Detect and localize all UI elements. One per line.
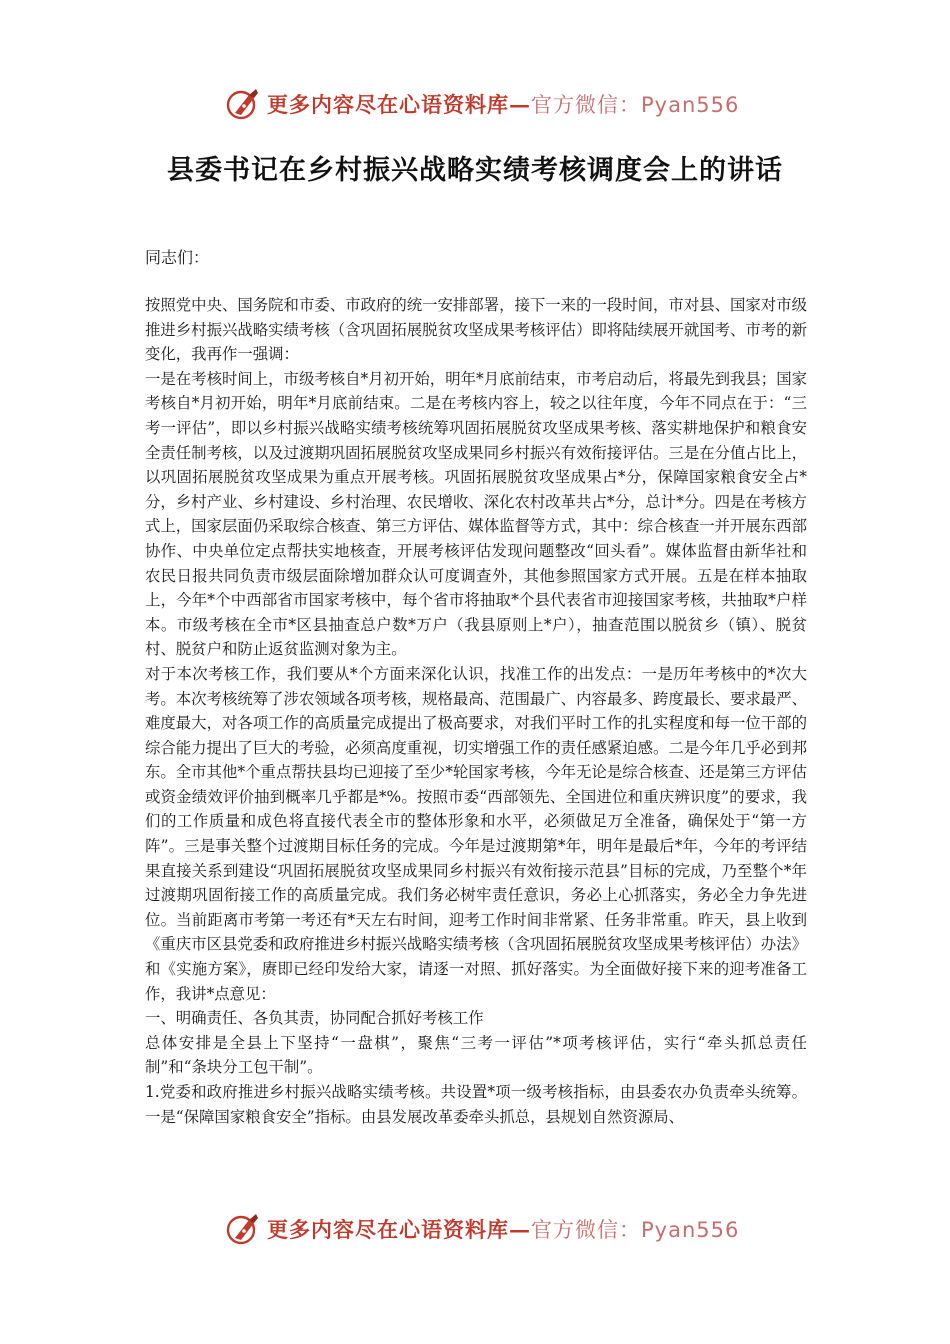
body-text xyxy=(145,293,807,1129)
paragraph: 总体安排是全县上下坚持“一盘棋”，聚焦“三考一评估”*项考核评估，实行“牵头抓总责任制”和“条块分工包干制”。 xyxy=(145,1033,807,1077)
banner-lead: 更多内容尽在心语资料库 xyxy=(267,92,509,117)
paragraph: 1.党委和政府推进乡村振兴战略实绩考核。共设置*项一级考核指标，由县委农办负责牵头统筹。一是“保障国家粮食安全”指标。由县发展改革委牵头抓总，县规划自然资源局、 xyxy=(145,1083,807,1126)
banner-text xyxy=(267,1214,739,1244)
header-banner xyxy=(225,84,740,124)
pen-nib-logo-icon xyxy=(225,1211,261,1247)
greeting: 同志们： xyxy=(145,248,210,267)
banner-dash: — xyxy=(509,1217,531,1242)
banner-handle: Pyan556 xyxy=(641,1218,740,1242)
paragraph: 对于本次考核工作，我们要从*个方面来深化认识，找准工作的出发点：一是历年考核中的*次大考。本次考核统筹了涉农领域各项考核，规格最高、范围最广、内容最多、跨度最长、要求最严、难度最大，对各项工作的高质量完成提出了极高要求，对我们平时工作的扎实程度和每一位干部的综合能力提出了巨大的考验，必须高度重视，切实增强工作的责任感紧迫感。二是今年几乎必到邦东。全市其他*个重点帮扶县均已迎接了至少*轮国家考核，今年无论是综合核查、还是第三方评估或资金绩效评价抽到概率几乎都是*%。按照市委“西部领先、全国进位和重庆辨识度”的要求，我们的工作质量和成色将直接代表全市的整体形象和水平，必须做足万全准备，确保处于“第一方阵”。三是事关整个过渡期目标任务的完成。今年是过渡期第*年，明年是最后*年，今年的考评结果直接关系到建设“巩固拓展脱贫攻坚成果同乡村振兴有效衔接示范县”目标的完成，乃至整个*年过渡期巩固衔接工作的高质量完成。我们务必树牢责任意识，务必上心抓落实，务必全力争先进位。当前距离市考第一考还有*天左右时间，迎考工作时间非常紧、任务非常重。昨天，县上收到《重庆市区县党委和政府推进乡村振兴战略实绩考核（含巩固拓展脱贫攻坚成果考核评估）办法》和《实施方案》，赓即已经印发给大家，请逐一对照、抓好落实。为全面做好接下来的迎考准备工作，我讲*点意见： xyxy=(145,664,807,1003)
banner-tail: 官方微信： xyxy=(531,93,641,117)
footer-banner xyxy=(225,1209,740,1249)
paragraph: 按照党中央、国务院和市委、市政府的统一安排部署，接下一来的一段时间，市对县、国家对市级推进乡村振兴战略实绩考核（含巩固拓展脱贫攻坚成果考核评估）即将陆续展开就国考、市考的新变化，我再作一强调： xyxy=(145,296,807,364)
paragraph: 一是在考核时间上，市级考核自*月初开始，明年*月底前结束，市考启动后，将最先到我县；国家考核自*月初开始，明年*月底前结束。二是在考核内容上，较之以往年度，今年不同点在于：“三考一评估”，即以乡村振兴战略实绩考核统筹巩固拓展脱贫攻坚成果考核、落实耕地保护和粮食安全责任制考核，以及过渡期巩固拓展脱贫攻坚成果同乡村振兴有效衔接评估。三是在分值占比上，以巩固拓展脱贫攻坚成果为重点开展考核。巩固拓展脱贫攻坚成果占*分，保障国家粮食安全占*分，乡村产业、乡村建设、乡村治理、农民增收、深化农村改革共占*分，总计*分。四是在考核方式上，国家层面仍采取综合核查、第三方评估、媒体监督等方式，其中：综合核查一并开展东西部协作、中央单位定点帮扶实地核查，开展考核评估发现问题整改“回头看”。媒体监督由新华社和农民日报共同负责市级层面除增加群众认可度调查外，其他参照国家方式开展。五是在样本抽取上，今年*个中西部省市国家考核中，每个省市将抽取*个县代表省市迎接国家考核，共抽取*户样本。市级考核在全市*区县抽查总户数*万户（我县原则上*户），抽查范围以脱贫乡（镇）、脱贫村、脱贫户和防止返贫监测对象为主。 xyxy=(145,369,807,659)
section-heading: 一、明确责任、各负其责，协同配合抓好考核工作 xyxy=(145,1009,484,1028)
banner-text xyxy=(267,89,739,119)
banner-dash: — xyxy=(509,92,531,117)
banner-lead: 更多内容尽在心语资料库 xyxy=(267,1217,509,1242)
pen-nib-logo-icon xyxy=(225,86,261,122)
banner-tail: 官方微信： xyxy=(531,1218,641,1242)
banner-handle: Pyan556 xyxy=(641,93,740,117)
page-title: 县委书记在乡村振兴战略实绩考核调度会上的讲话 xyxy=(167,155,783,186)
